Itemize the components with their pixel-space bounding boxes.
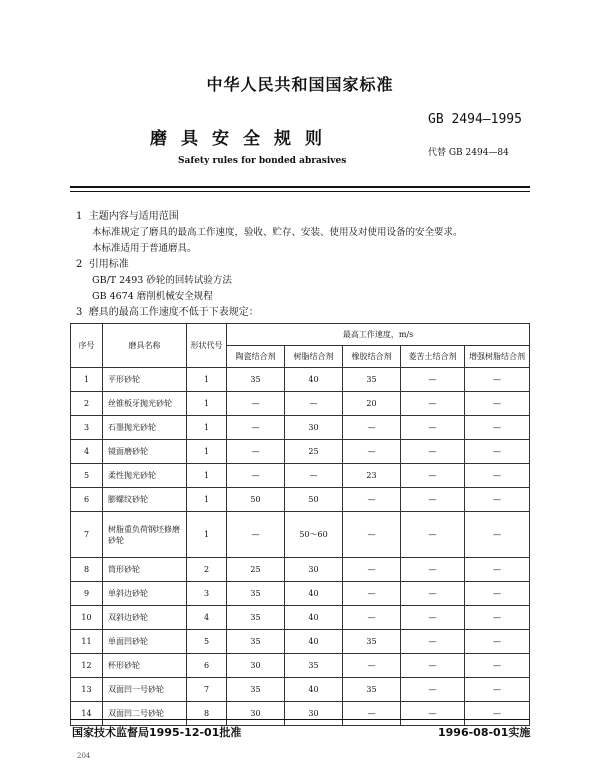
row-name: 膨螺纹砂轮 xyxy=(103,488,187,512)
row-speed-value: 50 xyxy=(227,488,285,512)
header-bond: 树脂结合剂 xyxy=(285,346,343,368)
row-speed-value: — xyxy=(465,440,530,464)
row-speed-value: 40 xyxy=(285,582,343,606)
row-shape: 1 xyxy=(187,512,227,558)
row-speed-value: 40 xyxy=(285,678,343,702)
table-row xyxy=(71,464,530,488)
header-bond: 增强树脂结合剂 xyxy=(465,346,530,368)
row-speed-value: — xyxy=(465,630,530,654)
row-seq: 5 xyxy=(71,464,103,488)
row-speed-value: 20 xyxy=(343,392,401,416)
section-number: 1 xyxy=(76,211,83,222)
row-seq: 4 xyxy=(71,440,103,464)
row-speed-value: — xyxy=(343,488,401,512)
row-speed-value: 30 xyxy=(285,416,343,440)
header-bond: 陶瓷结合剂 xyxy=(227,346,285,368)
row-speed-value: — xyxy=(227,392,285,416)
row-speed-value: 25 xyxy=(285,440,343,464)
row-speed-value: — xyxy=(343,654,401,678)
row-speed-value: — xyxy=(401,702,465,726)
replaces-standard: 代替 GB 2494—84 xyxy=(428,148,509,158)
table-row xyxy=(71,416,530,440)
table-row xyxy=(71,582,530,606)
row-seq: 2 xyxy=(71,392,103,416)
standard-number: GB 2494—1995 xyxy=(428,112,522,127)
header-seq: 序号 xyxy=(71,324,103,368)
row-speed-value: — xyxy=(401,606,465,630)
table-row xyxy=(71,606,530,630)
table-row xyxy=(71,654,530,678)
row-speed-value: — xyxy=(227,464,285,488)
row-speed-value: — xyxy=(343,416,401,440)
row-seq: 14 xyxy=(71,702,103,726)
table-row xyxy=(71,558,530,582)
row-speed-value: — xyxy=(465,488,530,512)
row-speed-value: 23 xyxy=(343,464,401,488)
row-shape: 4 xyxy=(187,606,227,630)
row-seq: 6 xyxy=(71,488,103,512)
reference-standard: GB/T 2493 砂轮的回转试验方法 xyxy=(92,275,232,286)
row-shape: 3 xyxy=(187,582,227,606)
row-speed-value: — xyxy=(401,440,465,464)
row-shape: 8 xyxy=(187,702,227,726)
row-speed-value: — xyxy=(343,440,401,464)
row-name: 石墨抛光砂轮 xyxy=(103,416,187,440)
row-speed-value: — xyxy=(401,416,465,440)
row-speed-value: — xyxy=(401,464,465,488)
row-speed-value: 30 xyxy=(227,654,285,678)
row-speed-value: — xyxy=(343,606,401,630)
header-rule-thin xyxy=(70,191,530,192)
row-speed-value: 35 xyxy=(227,630,285,654)
row-speed-value: — xyxy=(285,464,343,488)
row-speed-value: — xyxy=(465,654,530,678)
row-seq: 1 xyxy=(71,368,103,392)
table-row xyxy=(71,630,530,654)
row-speed-value: — xyxy=(343,558,401,582)
row-seq: 10 xyxy=(71,606,103,630)
row-name: 单斜边砂轮 xyxy=(103,582,187,606)
row-speed-value: — xyxy=(227,512,285,558)
section-1-text: 本标准适用于普通磨具。 xyxy=(92,243,197,254)
row-name: 双斜边砂轮 xyxy=(103,606,187,630)
row-seq: 13 xyxy=(71,678,103,702)
row-shape: 1 xyxy=(187,416,227,440)
row-speed-value: — xyxy=(465,702,530,726)
row-speed-value: — xyxy=(401,512,465,558)
section-1-heading xyxy=(76,210,179,224)
document-title: 磨具安全规则 xyxy=(150,129,336,149)
header-bond: 橡胶结合剂 xyxy=(343,346,401,368)
section-title: 磨具的最高工作速度不低于下表规定： xyxy=(88,307,259,318)
row-speed-value: 35 xyxy=(227,606,285,630)
row-shape: 1 xyxy=(187,392,227,416)
row-seq: 11 xyxy=(71,630,103,654)
row-speed-value: 40 xyxy=(285,606,343,630)
row-seq: 12 xyxy=(71,654,103,678)
table-row xyxy=(71,392,530,416)
row-speed-value: — xyxy=(285,392,343,416)
row-name: 单面凹砂轮 xyxy=(103,630,187,654)
row-shape: 1 xyxy=(187,368,227,392)
header-rule-thick xyxy=(70,186,530,188)
table-row xyxy=(71,368,530,392)
table-row xyxy=(71,512,530,558)
row-speed-value: — xyxy=(343,582,401,606)
row-seq: 9 xyxy=(71,582,103,606)
table-row xyxy=(71,488,530,512)
row-speed-value: — xyxy=(465,392,530,416)
row-shape: 1 xyxy=(187,464,227,488)
row-speed-value: — xyxy=(401,368,465,392)
row-speed-value: — xyxy=(401,582,465,606)
row-speed-value: — xyxy=(465,582,530,606)
row-name: 杯形砂轮 xyxy=(103,654,187,678)
english-title: Safety rules for bonded abrasives xyxy=(178,156,347,166)
section-number: 3 xyxy=(76,307,83,318)
max-speed-table xyxy=(70,323,530,726)
reference-standard: GB 4674 磨削机械安全规程 xyxy=(92,291,213,302)
row-speed-value: — xyxy=(343,702,401,726)
row-speed-value: — xyxy=(465,512,530,558)
table-row xyxy=(71,678,530,702)
row-shape: 5 xyxy=(187,630,227,654)
row-speed-value: 40 xyxy=(285,368,343,392)
effective-date: 1996-08-01实施 xyxy=(438,726,531,739)
row-speed-value: — xyxy=(401,488,465,512)
table-row xyxy=(71,440,530,464)
row-speed-value: 35 xyxy=(227,678,285,702)
footer-rule xyxy=(70,719,530,720)
row-speed-value: 25 xyxy=(227,558,285,582)
section-2-heading xyxy=(76,258,129,272)
row-speed-value: 35 xyxy=(285,654,343,678)
row-speed-value: 30 xyxy=(227,702,285,726)
row-speed-value: — xyxy=(401,678,465,702)
row-speed-value: — xyxy=(465,464,530,488)
row-speed-value: 35 xyxy=(227,368,285,392)
section-title: 引用标准 xyxy=(88,259,129,270)
header-speed-group: 最高工作速度，m/s xyxy=(227,324,530,346)
row-speed-value: — xyxy=(465,606,530,630)
header-bond: 菱苦土结合剂 xyxy=(401,346,465,368)
row-seq: 8 xyxy=(71,558,103,582)
page-number: 204 xyxy=(77,752,91,760)
row-speed-value: 30 xyxy=(285,702,343,726)
row-seq: 3 xyxy=(71,416,103,440)
row-name: 树脂重负荷钢坯修磨砂轮 xyxy=(103,512,187,558)
row-speed-value: — xyxy=(401,630,465,654)
row-speed-value: 35 xyxy=(227,582,285,606)
row-speed-value: — xyxy=(343,512,401,558)
header-shape: 形状代号 xyxy=(187,324,227,368)
row-shape: 1 xyxy=(187,440,227,464)
row-speed-value: 50～60 xyxy=(285,512,343,558)
row-speed-value: — xyxy=(465,678,530,702)
section-title: 主题内容与适用范围 xyxy=(88,211,179,222)
row-name: 双面凹一号砂轮 xyxy=(103,678,187,702)
row-name: 镜面磨砂轮 xyxy=(103,440,187,464)
approval-line: 国家技术监督局1995-12-01批准 xyxy=(72,726,242,739)
section-3-heading xyxy=(76,306,259,320)
row-speed-value: 35 xyxy=(343,368,401,392)
row-shape: 1 xyxy=(187,488,227,512)
row-name: 双面凹二号砂轮 xyxy=(103,702,187,726)
row-speed-value: 30 xyxy=(285,558,343,582)
row-speed-value: 35 xyxy=(343,678,401,702)
row-speed-value: — xyxy=(465,558,530,582)
row-speed-value: — xyxy=(227,416,285,440)
row-speed-value: — xyxy=(465,416,530,440)
issuing-authority-title: 中华人民共和国国家标准 xyxy=(206,75,394,94)
row-speed-value: 50 xyxy=(285,488,343,512)
row-shape: 2 xyxy=(187,558,227,582)
row-speed-value: — xyxy=(227,440,285,464)
row-speed-value: — xyxy=(465,368,530,392)
table-row xyxy=(71,702,530,726)
row-name: 筒形砂轮 xyxy=(103,558,187,582)
row-shape: 7 xyxy=(187,678,227,702)
header-name: 磨具名称 xyxy=(103,324,187,368)
row-name: 柔性抛光砂轮 xyxy=(103,464,187,488)
row-speed-value: 40 xyxy=(285,630,343,654)
row-speed-value: 35 xyxy=(343,630,401,654)
row-shape: 6 xyxy=(187,654,227,678)
row-name: 丝锥板牙抛光砂轮 xyxy=(103,392,187,416)
row-speed-value: — xyxy=(401,392,465,416)
row-speed-value: — xyxy=(401,558,465,582)
row-seq: 7 xyxy=(71,512,103,558)
section-number: 2 xyxy=(76,259,83,270)
section-1-text: 本标准规定了磨具的最高工作速度，验收、贮存、安装、使用及对使用设备的安全要求。 xyxy=(92,227,463,238)
row-name: 平形砂轮 xyxy=(103,368,187,392)
row-speed-value: — xyxy=(401,654,465,678)
